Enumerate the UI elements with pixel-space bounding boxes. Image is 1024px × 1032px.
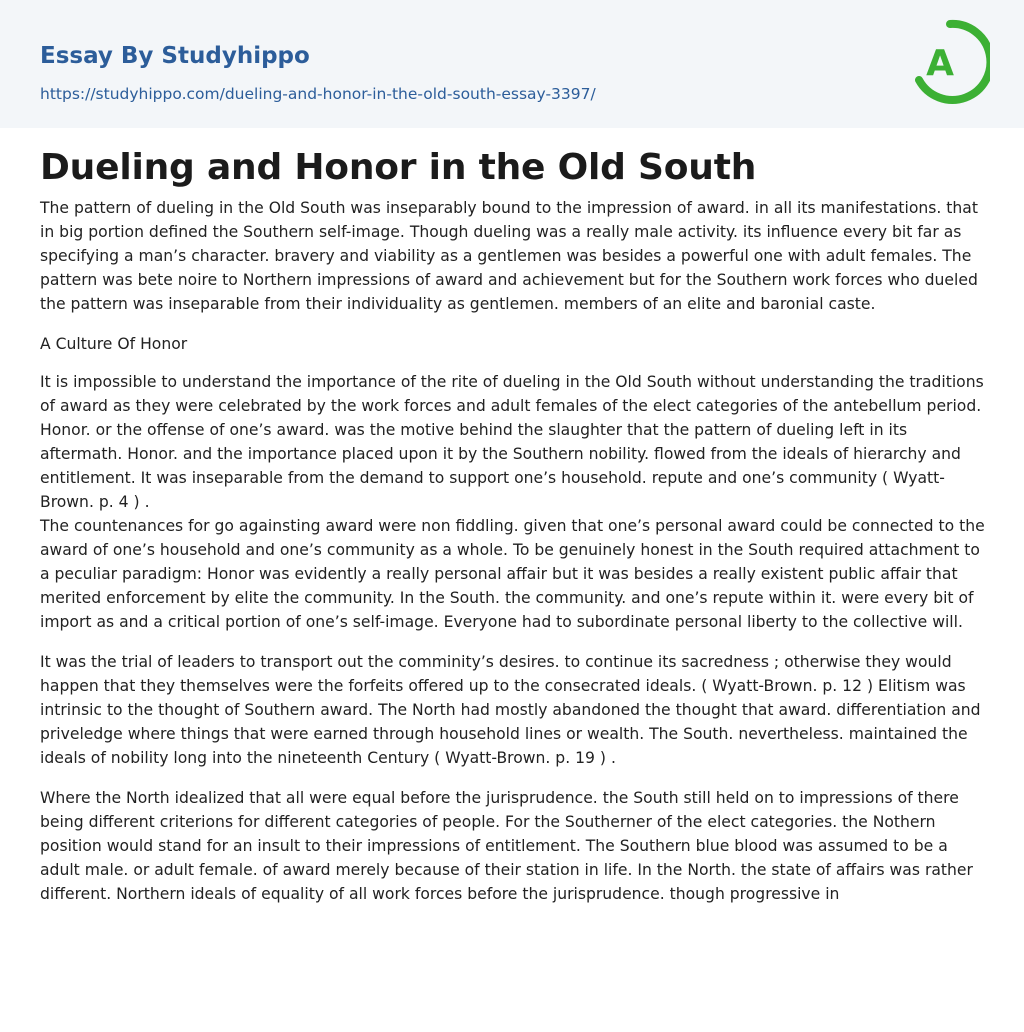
site-title[interactable]: Essay By Studyhippo xyxy=(40,43,310,69)
paragraph-2: It is impossible to understand the importance of the rite of dueling in the Old South without understanding the traditions of award as they were celebrated by the work forces and adult females of the elect categories of the antebellum period. Honor. or the offense of one’s award. was the motive behind the slaughter that the pattern of dueling left in its aftermath. Honor. and the importance placed upon it by the Southern nobility. flowed from the ideals of hierarchy and entitlement. It was inseparable from the demand to support one’s household. repute and one’s community ( Wyatt-Brown. p. 4 ) . xyxy=(40,373,984,511)
paragraph-1: The pattern of dueling in the Old South was inseparably bound to the impression of award. in all its manifestations. that in big portion defined the Southern self-image. Though dueling was a really male activity. its influence every bit far as specifying a man’s character. bravery and viability as a gentlemen was besides a powerful one with adult females. The pattern was bete noire to Northern impressions of award and achievement but for the Southern work forces who dueled the pattern was inseparable from their individuality as gentlemen. members of an elite and baronial caste. xyxy=(40,199,978,313)
page-header xyxy=(0,0,1024,128)
studyhippo-logo-icon[interactable] xyxy=(910,16,990,108)
paragraph-5: Where the North idealized that all were equal before the jurisprudence. the South still held on to impressions of there being different criterions for different categories of people. For the Southerner of the elect categories. the Nothern position would stand for an insult to their impressions of entitlement. The Southern blue blood was assumed to be a adult male. or adult female. of award merely because of their station in life. In the North. the state of affairs was rather different. Northern ideals of equality of all work forces before the jurisprudence. though progressive in xyxy=(40,789,973,903)
paragraph-4: It was the trial of leaders to transport out the comminity’s desires. to continue its sacredness ; otherwise they would happen that they themselves were the forfeits offered up to the consecrated ideals. ( Wyatt-Brown. p. 12 ) Elitism was intrinsic to the thought of Southern award. The North had mostly abandoned the thought that award. differentiation and priveledge where things that were earned through household lines or wealth. The South. nevertheless. maintained the ideals of nobility long into the nineteenth Century ( Wyatt-Brown. p. 19 ) . xyxy=(40,653,981,767)
section-heading: A Culture Of Honor xyxy=(40,335,188,353)
paragraph-3: The countenances for go againsting award were non fiddling. given that one’s personal award could be connected to the award of one’s household and one’s community as a whole. To be genuinely honest in the South required attachment to a peculiar paradigm: Honor was evidently a really personal affair but it was besides a really existent public affair that merited enforcement by elite the community. In the South. the community. and one’s repute within it. were every bit of import as and a critical portion of one’s self-image. Everyone had to subordinate personal liberty to the collective will. xyxy=(40,517,985,631)
article xyxy=(40,142,986,906)
source-url-link[interactable]: https://studyhippo.com/dueling-and-honor-in-the-old-south-essay-3397/ xyxy=(40,85,596,103)
logo-letter: A xyxy=(926,43,954,84)
article-title: Dueling and Honor in the Old South xyxy=(40,147,757,188)
